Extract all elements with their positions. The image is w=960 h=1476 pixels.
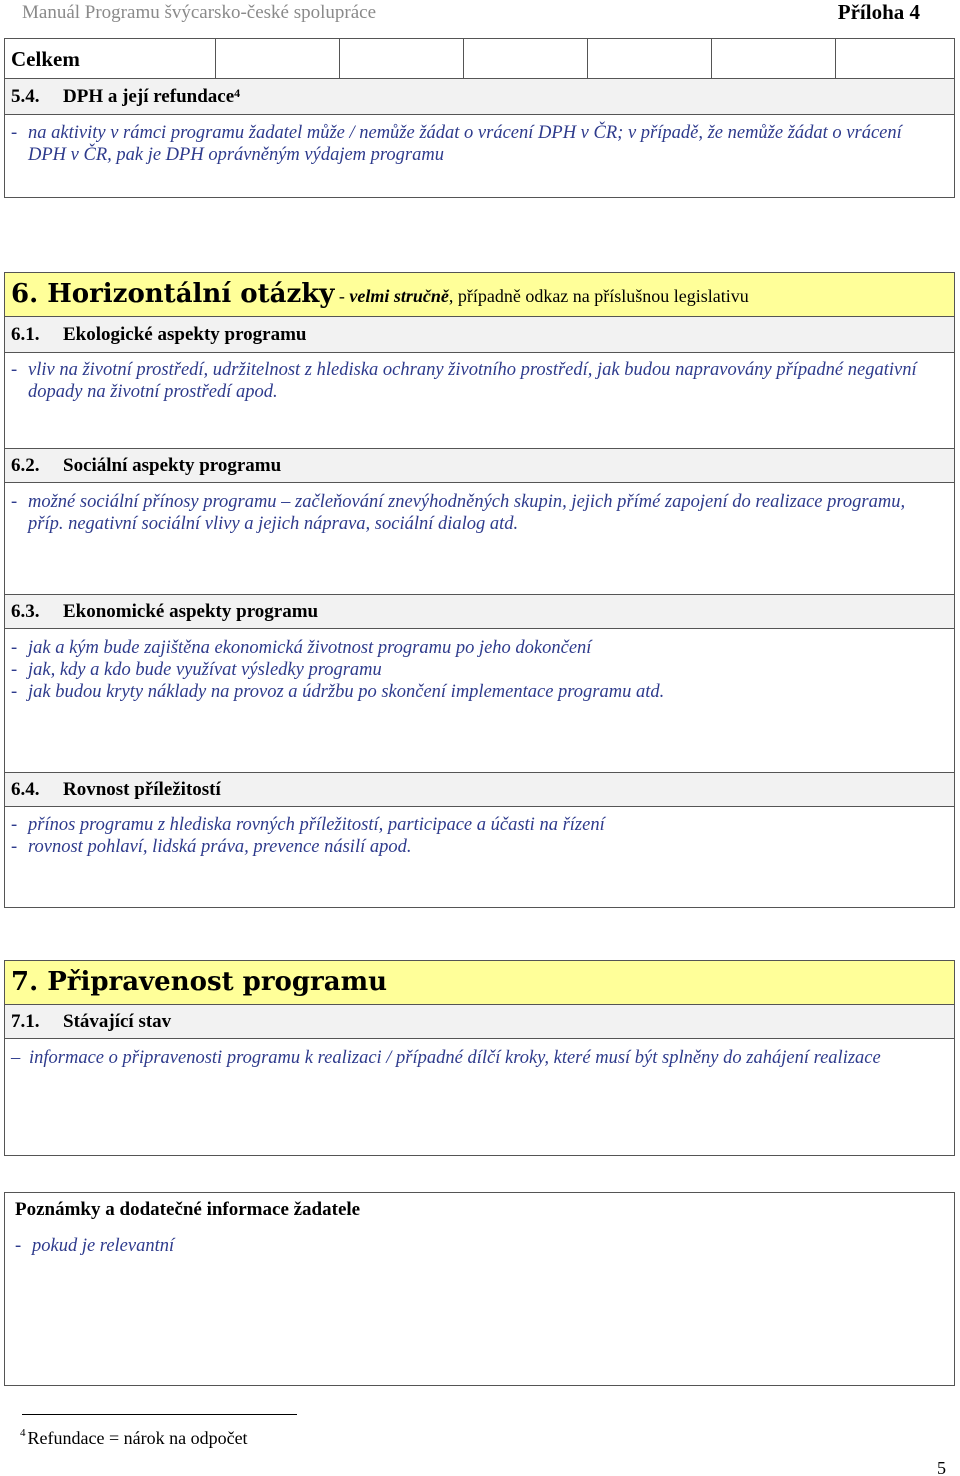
footnote-separator [22,1414,297,1415]
celkem-label: Celkem [11,47,80,71]
section-7-title: 7. Připravenost programu [11,967,387,997]
section-7-header [5,961,954,1005]
section-6-4-item: - přínos programu z hlediska rovných příležitostí, participace a účasti na řízení [11,815,605,835]
section-5-4-number: 5.4. [11,86,40,107]
footnote-number: 4 [20,1427,26,1439]
section-6-1-number: 6.1. [11,324,40,345]
section-5-4-item: - na aktivity v rámci programu žadatel může / nemůže žádat o vrácení DPH v ČR; v případě, že nemůže žádat o vrácení DPH v ČR, pak je DPH oprávněným výdajem programu [11,123,902,165]
manual-title: Manuál Programu švýcarsko-české spolupráce [22,2,377,23]
section-7-1-number: 7.1. [11,1011,40,1032]
section-7-1-header [5,1005,954,1039]
vat-section [4,38,955,198]
annex-label: Příloha 4 [837,0,920,24]
section-6-3-number: 6.3. [11,601,40,622]
section-5-4-title: DPH a její refundace$^4$ [63,86,241,107]
section-6-1-header [5,317,954,353]
section-6-1-item: - vliv na životní prostředí, udržitelnost z hlediska ochrany životního prostředí, jak budou napravovány případné negativní dopady na životní prostředí apod. [11,360,917,402]
section-6-4-header [5,773,954,807]
horizontal-issues-section [4,272,955,908]
applicant-notes-section [4,1192,955,1386]
readiness-section [4,960,955,1156]
section-6-3-header [5,595,954,629]
section-6-header [5,273,954,317]
footnote-text: Refundace = nárok na odpočet [27,1428,248,1448]
section-6-1-body [5,353,954,449]
footnote [20,1428,248,1449]
section-6-1-title: Ekologické aspekty programu [63,324,307,345]
section-6-title: 6. Horizontální otázky - velmi stručně, případně odkaz na příslušnou legislativu [11,279,749,309]
section-6-2-title: Sociální aspekty programu [63,455,282,476]
section-6-3-item: - jak a kým bude zajištěna ekonomická životnost programu po jeho dokončení [11,638,592,658]
celkem-row [5,39,954,79]
footnote-ref: 4 [234,86,241,100]
section-7-1-title: Stávající stav [63,1011,172,1032]
section-6-2-item: - možné sociální přínosy programu – začleňování znevýhodněných skupin, jejich přímé zapojení do realizace programu, příp. negativní sociální vlivy a jejich náprava, sociální dialog atd. [11,492,906,534]
section-6-4-number: 6.4. [11,779,40,800]
notes-item: - pokud je relevantní [15,1236,175,1256]
section-6-3-item: - jak, kdy a kdo bude využívat výsledky programu [11,660,382,680]
section-6-3-item: - jak budou kryty náklady na provoz a údržbu po skončení implementace programu atd. [11,682,665,702]
section-6-4-title: Rovnost příležitostí [63,779,221,800]
section-6-3-title: Ekonomické aspekty programu [63,601,319,622]
page-number: 5 [937,1458,946,1476]
section-5-4-header [5,79,954,115]
section-7-1-item: – informace o připravenosti programu k realizaci / případné dílčí kroky, které musí být splněny do zahájení realizace [11,1048,881,1068]
notes-title: Poznámky a dodatečné informace žadatele [15,1199,361,1220]
section-6-2-number: 6.2. [11,455,40,476]
section-6-4-item: - rovnost pohlaví, lidská práva, prevence násilí apod. [11,837,412,857]
section-6-2-header [5,449,954,483]
